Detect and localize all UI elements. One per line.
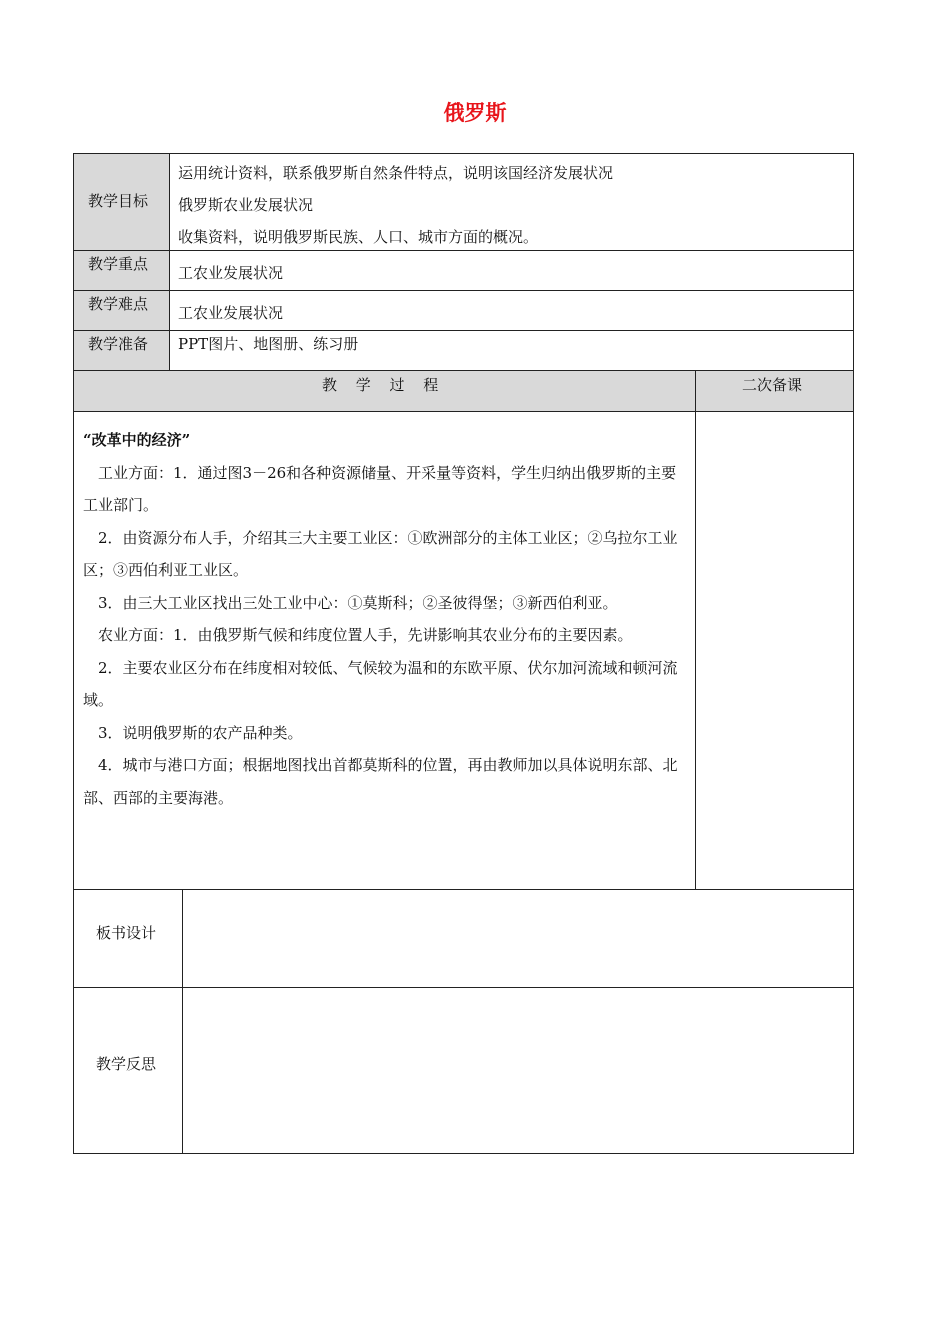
reflection-label: 教学反思	[96, 1055, 157, 1073]
objectives-label: 教学目标	[88, 192, 149, 210]
row-divider	[73, 889, 854, 890]
process-paragraph: 工业方面：1．通过图3－26和各种资源储量、开采量等资料，学生归纳出俄罗斯的主要工业部门。	[83, 463, 677, 514]
document-title: 俄罗斯	[443, 101, 507, 125]
key-points-value: 工农业发展状况	[178, 264, 284, 282]
preparation-label: 教学准备	[88, 335, 149, 353]
key-points-label: 教学重点	[88, 255, 149, 273]
row-divider	[73, 370, 854, 371]
column-divider	[169, 153, 170, 371]
board-design-label: 板书设计	[96, 924, 157, 942]
table-border-right	[853, 153, 854, 1154]
table-border-top	[73, 153, 854, 154]
row-divider	[73, 250, 854, 251]
difficulties-value: 工农业发展状况	[178, 304, 284, 322]
row-divider	[73, 411, 854, 412]
row-divider	[73, 330, 854, 331]
table-border-left	[73, 153, 74, 1154]
process-paragraph: 4．城市与港口方面；根据地图找出首都莫斯科的位置，再由教师加以具体说明东部、北部、西部的主要海港。	[83, 756, 678, 807]
difficulties-label: 教学难点	[88, 295, 149, 313]
objective-line: 俄罗斯农业发展状况	[178, 196, 314, 214]
row-divider	[73, 987, 854, 988]
process-paragraph: 3．由三大工业区找出三处工业中心：①莫斯科；②圣彼得堡；③新西伯利亚。	[98, 593, 618, 612]
process-header-label: 教 学 过 程	[322, 376, 439, 394]
secondary-prep-label: 二次备课	[742, 376, 803, 394]
column-divider	[182, 889, 183, 1154]
table-border-bottom	[73, 1153, 854, 1154]
teaching-process-content	[83, 424, 688, 814]
preparation-value: PPT图片、地图册、练习册	[178, 335, 359, 353]
process-paragraph: 2．由资源分布人手，介绍其三大主要工业区：①欧洲部分的主体工业区；②乌拉尔工业区；③西伯利亚工业区。	[83, 528, 678, 579]
row-divider	[73, 290, 854, 291]
process-paragraph: 2．主要农业区分布在纬度相对较低、气候较为温和的东欧平原、伏尔加河流域和顿河流域。	[83, 658, 678, 709]
process-heading: “改革中的经济”	[83, 431, 191, 449]
column-divider	[695, 370, 696, 890]
process-paragraph: 农业方面：1．由俄罗斯气候和纬度位置人手，先讲影响其农业分布的主要因素。	[98, 626, 633, 644]
objective-line: 运用统计资料，联系俄罗斯自然条件特点，说明该国经济发展状况	[178, 164, 614, 182]
process-paragraph: 3．说明俄罗斯的农产品种类。	[98, 723, 303, 742]
process-header-shade	[74, 371, 853, 411]
objective-line: 收集资料，说明俄罗斯民族、人口、城市方面的概况。	[178, 228, 539, 246]
